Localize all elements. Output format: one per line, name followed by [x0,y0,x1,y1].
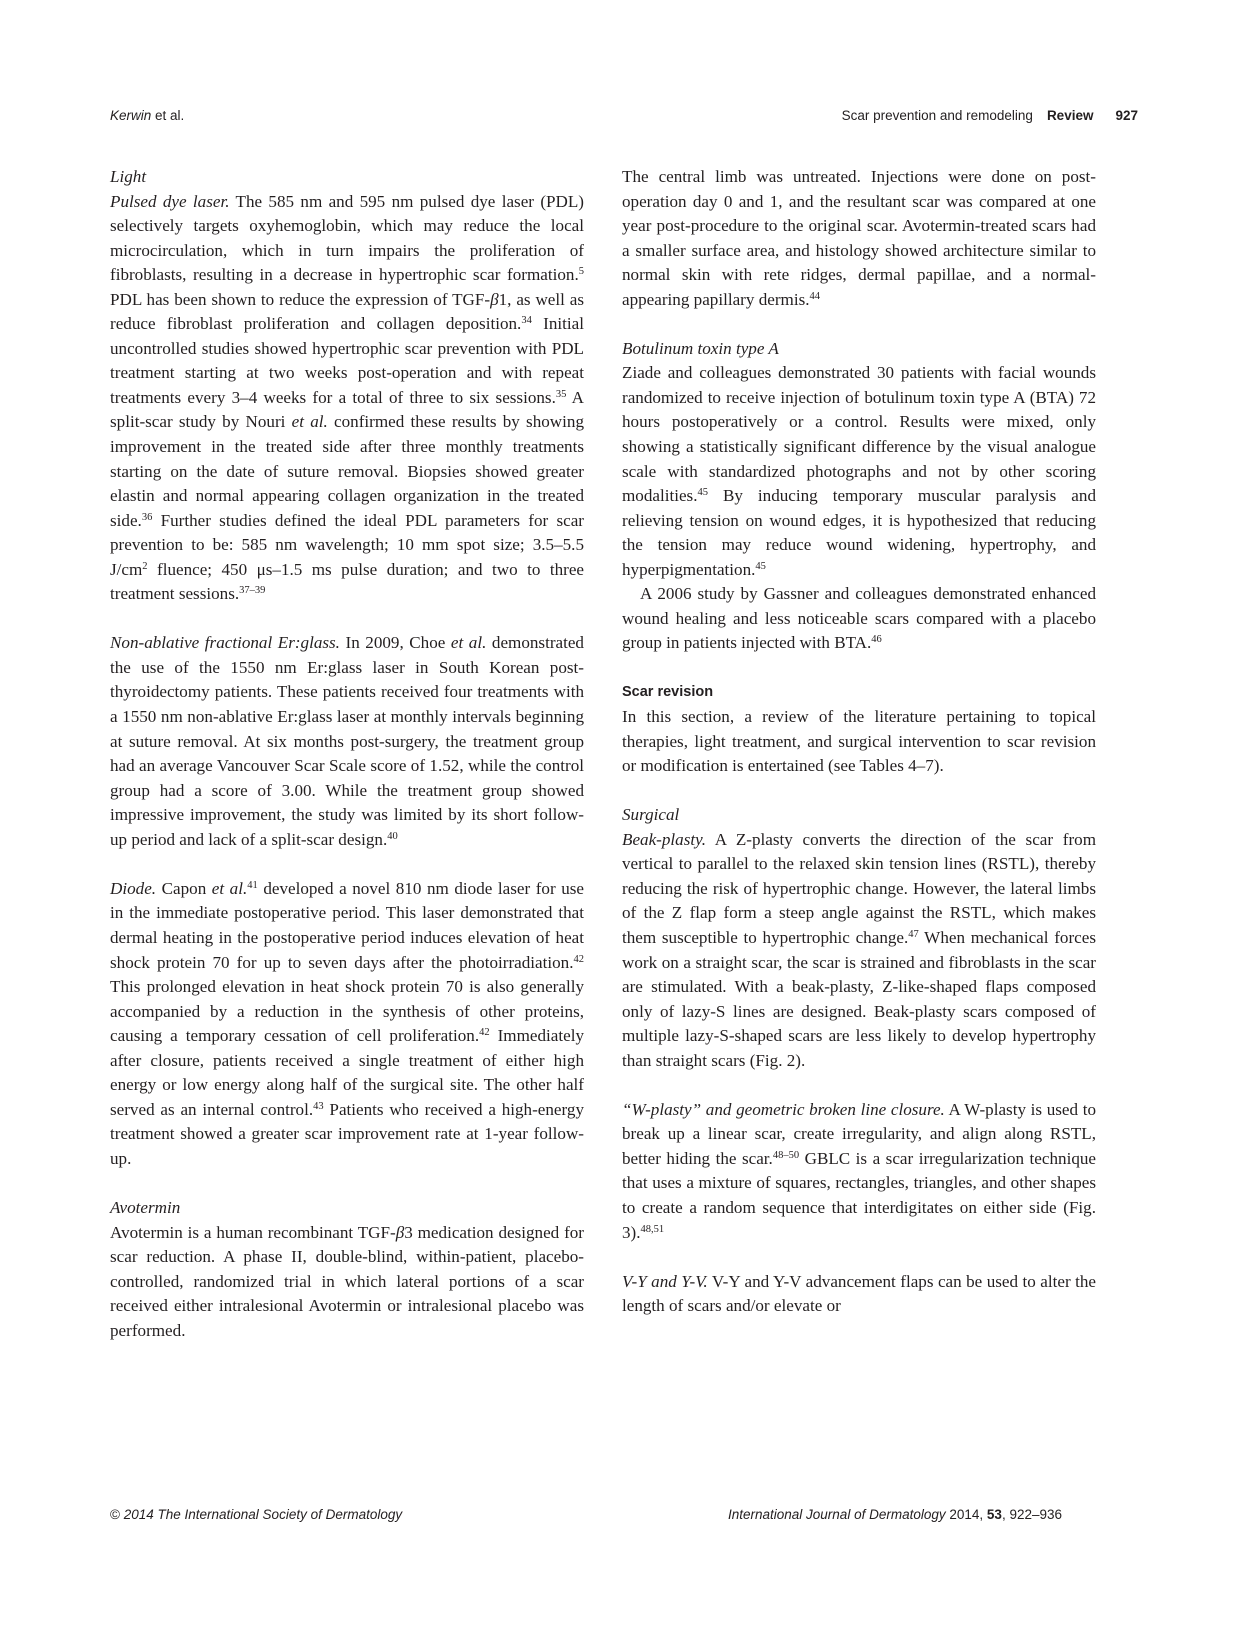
runin-heading-erglass: Non-ablative fractional Er:glass. [110,633,340,653]
copyright-symbol: © [110,1507,120,1522]
paragraph-gap [622,1245,1096,1270]
citation: 42 [573,953,584,965]
section-heading-avotermin: Avotermin [110,1197,181,1217]
running-header-title [842,108,1138,123]
citation: 35 [555,388,567,400]
section-heading-surgical: Surgical [622,805,680,825]
citation: 37–39 [239,585,266,597]
text-segment: fluence; 450 μs–1.5 ms pulse duration; and two to three treatment sessions. [110,559,584,604]
paragraph-botulinum-2 [622,582,1096,656]
text-segment: Immediately after closure, patients received a single treatment of either high energy or low energy along half of the surgical site. The other half served as an internal control. [110,1026,584,1119]
paragraph-gap [622,312,1096,337]
citation: 5 [578,266,584,278]
page-number: 927 [1115,108,1138,123]
paragraph-gap [622,656,1096,681]
text-segment: V-Y and Y-V advancement flaps can be used to alter the length of scars and/or elevate or [622,1271,1096,1316]
et-al: et al. [211,878,248,898]
citation: 48,51 [640,1223,665,1235]
section-heading-light: Light [110,167,147,186]
right-column [622,165,1096,1319]
text-segment: Initial uncontrolled studies showed hypertrophic scar prevention with PDL treatment starting at two weeks post-operation and with repeat treatments every 3–4 weeks for a total of three to six sessions. [110,314,585,407]
greek-beta: β [490,289,499,309]
citation: 42 [479,1027,490,1039]
paragraph-avotermin-continued [622,165,1096,312]
paragraph-gap [622,1073,1096,1098]
citation: 41 [247,879,258,891]
text-segment: A 2006 study by Gassner and colleagues demonstrated enhanced wound healing and less noticeable scars compared with a placebo group in patients injected with BTA. [622,584,1096,653]
paragraph-avotermin [110,1221,584,1344]
paragraph-diode [110,877,584,1172]
text-segment: confirmed these results by showing improvement in the treated side after three monthly treatments starting on the date of suture removal. Biopsies showed greater elastin and normal appearing collagen organization in the treated side. [110,412,584,530]
paragraph-erglass [110,631,584,852]
paragraph-w-plasty [622,1098,1096,1245]
citation: 48–50 [772,1149,800,1161]
citation: 45 [697,487,708,499]
text-segment: A W-plasty is used to break up a linear scar, create irregularity, and align along RSTL, better hiding the scar. [622,1099,1096,1168]
paragraph-scar-revision: In this section, a review of the literature pertaining to topical therapies, light treatment, and surgical intervention to scar revision or modification is entertained (see Tables 4–7). [622,707,1096,776]
text-segment: developed a novel 810 nm diode laser for use in the immediate postoperative period. This laser demonstrated that dermal heating in the postoperative period induces elevation of heat shock protein 70 for up to seven days after the photoirradiation. [110,878,584,972]
runin-heading-diode: Diode. [110,878,157,898]
runin-heading-beak-plasty: Beak-plasty. [622,829,707,849]
header-article-type: Review [1046,108,1094,123]
text-segment: Patients who received a high-energy treatment showed a greater scar improvement rate at 1-year follow-up. [110,1099,584,1168]
header-author: Kerwin [110,108,152,123]
et-al: et al. [291,412,328,432]
superscript-squared: 2 [142,560,148,572]
footer-citation [728,1507,1062,1522]
text-segment: In 2009, Choe [339,633,451,653]
citation: 47 [908,928,919,940]
paragraph-gap [622,779,1096,804]
text-segment: Ziade and colleagues demonstrated 30 patients with facial wounds randomized to receive injection of botulinum toxin type A (BTA) 72 hours postoperatively or a control. Results were mixed, only showing a statistically significant difference by the visual analogue scale with standardized photographs and not by other scoring modalities. [622,363,1096,506]
text-segment: When mechanical forces work on a straight scar, the scar is strained and fibroblasts in the scar are stimulated. With a beak-plasty, Z-like-shaped flaps composed only of lazy-S lines are designed. Beak-plasty scars composed of multiple lazy-S-shaped scars are less likely to develop hypertrophy than straight scars (Fig. 2). [622,927,1096,1070]
runin-heading-w-plasty: “W-plasty” and geometric broken line closure. [622,1099,945,1119]
text-segment: Further studies defined the ideal PDL parameters for scar prevention to be: 585 nm wavelength; 10 mm spot size; 3.5–5.5 J/cm [110,510,584,579]
text-segment: By inducing temporary muscular paralysis and relieving tension on wound edges, it is hypothesized that reducing the tension may reduce wound widening, hypertrophy, and hyperpigmentation. [622,486,1096,579]
left-column [110,165,584,1343]
citation: 34 [521,315,532,327]
citation: 46 [871,634,882,646]
text-segment: A split-scar study by Nouri [110,387,584,432]
text-segment: PDL has been shown to reduce the expression of TGF- [110,289,491,309]
footer-copyright [110,1507,402,1522]
runin-heading-pdl: Pulsed dye laser. [110,191,230,211]
text-segment: A Z-plasty converts the direction of the scar from vertical to parallel to the relaxed skin tension lines (RSTL), thereby reducing the risk of hypertrophic change. However, the lateral limbs of the Z flap form a steep angle against the RSTL, which makes them susceptible to hypertrophic change. [622,829,1096,947]
journal-year: 2014, [945,1507,987,1522]
journal-name: International Journal of Dermatology [727,1507,946,1522]
journal-pages: , 922–936 [1001,1507,1062,1522]
text-segment: The 585 nm and 595 nm pulsed dye laser (PDL) selectively targets oxyhemoglobin, which may reduce the local microcirculation, which in turn impairs the proliferation of fibroblasts, resulting in a decrease in hypertrophic scar formation. [110,191,585,285]
header-author-suffix: et al. [151,108,185,123]
greek-beta: β [395,1222,405,1242]
paragraph-gap [110,1171,584,1196]
text-segment: The central limb was untreated. Injections were done on post-operation day 0 and 1, and the resultant scar was compared at one year post-procedure to the original scar. Avotermin-treated scars had a smaller surface area, and histology showed architecture similar to normal skin with rete ridges, dermal papillae, and a normal-appearing papillary dermis. [622,167,1096,309]
text-segment: demonstrated the use of the 1550 nm Er:glass laser in South Korean post-thyroidectomy patients. These patients received four treatments with a 1550 nm non-ablative Er:glass laser at monthly intervals beginning at suture removal. At six months post-surgery, the treatment group had an average Vancouver Scar Scale score of 1.52, while the control group had a score of 3.00. While the treatment group showed impressive improvement, the study was limited by its short follow-up period and lack of a split-scar design. [110,633,584,849]
paragraph-beak-plasty [622,828,1096,1073]
text-segment: Capon [156,878,212,898]
paragraph-v-y [622,1270,1096,1319]
text-segment: Avotermin is a human recombinant TGF- [110,1222,396,1242]
text-segment: This prolonged elevation in heat shock protein 70 is also generally accompanied by a reduction in the synthesis of other proteins, causing a temporary cessation of cell proliferation. [110,977,584,1046]
citation: 44 [809,290,820,302]
header-running-title: Scar prevention and remodeling [841,108,1033,123]
runin-heading-v-y: V-Y and Y-V. [622,1271,708,1291]
text-segment: GBLC is a scar irregularization technique that uses a mixture of squares, rectangles, triangles, and other shapes to create a random sequence that interdigitates on either side (Fig. 3). [622,1148,1097,1242]
section-heading-botulinum: Botulinum toxin type A [622,338,779,358]
journal-volume: 53 [986,1507,1002,1522]
copyright-text: 2014 The International Society of Dermatology [119,1507,403,1522]
text-segment: 1, as well as reduce fibroblast proliferation and collagen deposition. [110,289,584,334]
paragraph-pulsed-dye-laser [110,190,584,607]
citation: 45 [755,560,766,572]
paragraph-botulinum-1 [622,361,1096,582]
citation: 40 [387,830,398,842]
running-header-authors [110,108,184,123]
text-segment: 3 medication designed for scar reduction. A phase II, double-blind, within-patient, placebo-controlled, randomized trial in which lateral portions of a scar received either intralesional Avotermin or intralesional placebo was performed. [110,1222,584,1340]
et-al: et al. [450,633,487,653]
paragraph-gap [110,607,584,632]
citation: 43 [313,1100,324,1112]
citation: 36 [141,511,153,523]
paragraph-gap [110,852,584,877]
section-heading-scar-revision: Scar revision [622,684,714,701]
